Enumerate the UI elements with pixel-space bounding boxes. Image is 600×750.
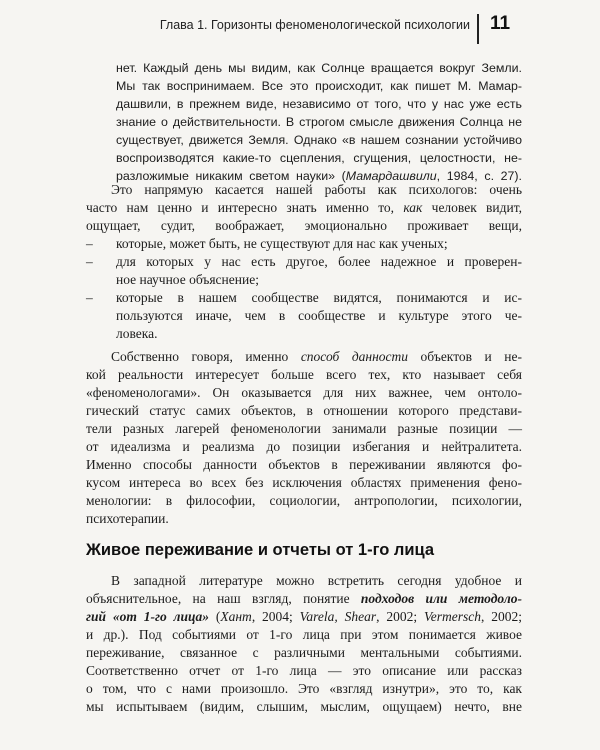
- quote-block: [116, 59, 522, 185]
- paragraph: [86, 348, 522, 528]
- paragraph: [86, 572, 522, 716]
- text-line: которые, может быть, не существуют для нас как ученых;: [116, 236, 448, 251]
- citation-author: Vermersch: [423, 609, 481, 624]
- key-term: подходов или методоло-: [360, 591, 522, 606]
- text-line: которые в нашем сообществе видятся, понимаются и ис-: [116, 290, 522, 305]
- list-item: [86, 235, 522, 253]
- text-span: Собственно говоря, именно: [111, 349, 301, 364]
- text-line: тели разных лагерей феноменологии занимали разные позиции —: [86, 421, 522, 436]
- text-span: , 2002;: [376, 609, 424, 624]
- dash-bullet: –: [86, 290, 93, 305]
- text-line: для которых у нас есть другое, более надежное и проверен-: [116, 254, 522, 269]
- text-line: от идеализма и реализма до позиции избегания и нейтралитета.: [86, 439, 522, 454]
- text-line: гический статус самих объектов, в отношении которого представи-: [86, 403, 522, 418]
- dash-bullet: –: [86, 236, 93, 251]
- list-item: [86, 253, 522, 289]
- header-divider: [477, 14, 479, 44]
- quote-line: существует, движется Земля. Однако «в нашем сознании устойчиво: [116, 133, 522, 147]
- quote-line: дашвили, в прежнем виде, независимо от того, что у нас уже есть: [116, 97, 522, 111]
- text-line: ное научное объяснение;: [116, 272, 259, 287]
- emphasis: как: [403, 200, 423, 215]
- quote-text: разложимые никаким светом науки» (: [116, 169, 346, 183]
- emphasis: способ данности: [300, 349, 409, 364]
- dash-bullet: –: [86, 254, 93, 269]
- paragraph: [86, 181, 522, 343]
- citation-author: Мамардашвили: [345, 169, 437, 183]
- text-line: пользуются иначе, чем в сообществе и культуре этого че-: [116, 308, 522, 323]
- text-line: ловека.: [116, 326, 158, 341]
- key-term: гий «от 1-го лица»: [86, 609, 209, 624]
- text-line: [86, 199, 522, 217]
- quote-line: воспроизводятся какие-то сцепления, сгущения, целостности, не-: [116, 151, 522, 165]
- text-line: Именно способы данности объектов в переживании являются фо-: [86, 457, 522, 472]
- text-line: Соответственно отчет от 1-го лица — это описание или рассказ: [86, 663, 522, 678]
- quote-line: нет. Каждый день мы видим, как Солнце вращается вокруг Земли.: [116, 61, 522, 75]
- text-span: (: [209, 609, 221, 624]
- running-header: [0, 14, 600, 40]
- citation-author: Varela, Shear: [299, 609, 377, 624]
- text-span: объяснительное, на наш взгляд, понятие: [86, 591, 361, 606]
- text-span: часто нам ценно и интересно знать именно то,: [86, 200, 404, 215]
- text-line: о том, что с нами произошло. Это «взгляд изнутри», это то, как: [86, 681, 522, 696]
- text-line: менологии: в философии, социологии, антропологии, психологии,: [86, 493, 522, 508]
- page-number: 11: [490, 13, 511, 34]
- text-span: объектов и не-: [408, 349, 522, 364]
- text-line: психотерапии.: [86, 511, 169, 526]
- text-line: переживание, связанное с различными ментальными событиями.: [86, 645, 522, 660]
- text-line: мы испытываем (видим, слышим, мыслим, ощущаем) нечто, вне: [86, 699, 522, 714]
- quote-line: Мы так воспринимаем. Все это происходит, как пишет М. Мамар-: [116, 79, 522, 93]
- text-line: кусом интереса во всех без исключения областях применения фено-: [86, 475, 522, 490]
- text-line: «феноменологами». Он оказывается для них важнее, чем онтоло-: [86, 385, 522, 400]
- quote-text: , 1984, с. 27).: [436, 169, 522, 183]
- section-heading: Живое переживание и отчеты от 1-го лица: [86, 541, 435, 559]
- text-span: , 2002;: [480, 609, 522, 624]
- text-line: [86, 608, 522, 626]
- text-line: кой реальности интересует больше всего тех, кто называет себя: [86, 367, 522, 382]
- text-span: , 2004;: [251, 609, 300, 624]
- citation-author: Хант: [220, 609, 252, 624]
- text-line: ощущает, судит, воображает, эмоционально проживает вещи,: [86, 218, 522, 233]
- quote-line: знание о действительности. В строгом смысле движения Солнца не: [116, 115, 522, 129]
- text-line: В западной литературе можно встретить сегодня удобное и: [111, 573, 522, 588]
- text-span: человек видит,: [422, 200, 522, 215]
- text-line: [86, 348, 522, 366]
- text-line: [86, 590, 522, 608]
- chapter-title: Глава 1. Горизонты феноменологической психологии: [159, 18, 470, 32]
- list-item: [86, 289, 522, 343]
- text-line: Это напрямую касается нашей работы как психологов: очень: [111, 182, 522, 197]
- dash-list: [86, 235, 522, 343]
- text-line: и др.). Под событиями от 1-го лица при этом понимается живое: [86, 627, 522, 642]
